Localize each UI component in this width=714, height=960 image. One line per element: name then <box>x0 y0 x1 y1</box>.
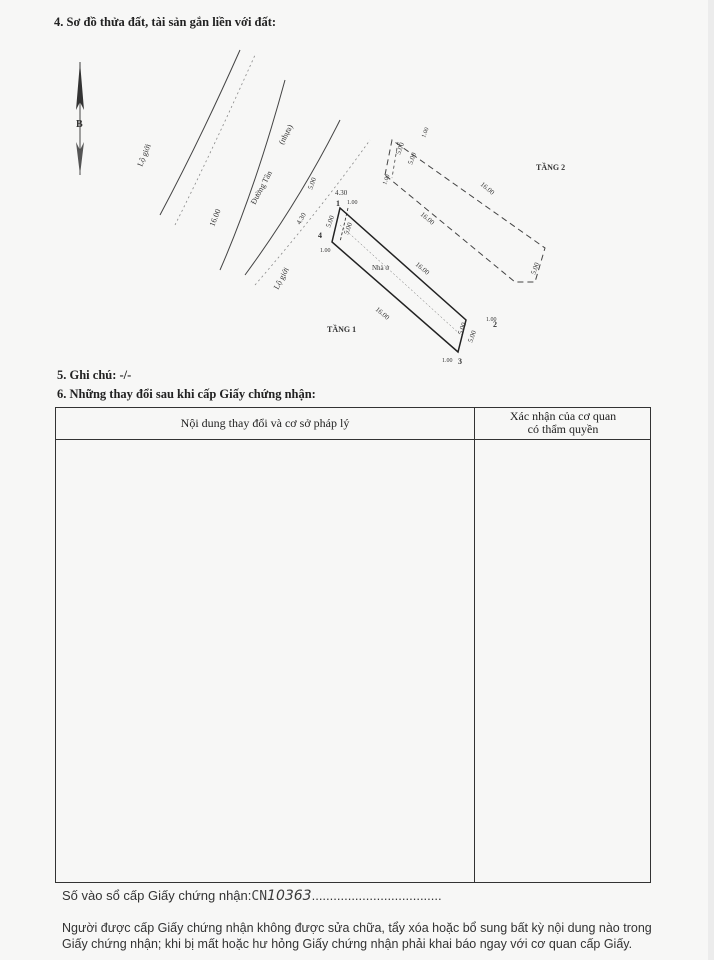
floor1-width-label: 5.00 <box>342 221 355 236</box>
section-4-title: 4. Sơ đồ thửa đất, tài sản gắn liền với đất: <box>54 15 277 29</box>
certificate-notice <box>62 920 682 952</box>
offset-label-b: 1.00 <box>486 317 497 323</box>
floor-2-plot <box>382 127 565 282</box>
floor1-width-label-end: 5.00 <box>466 329 479 344</box>
floor-1-label: TẦNG 1 <box>327 325 357 334</box>
setback-label-bottom: Lộ giới <box>271 265 291 291</box>
dim-500-road-label: 5.00 <box>306 176 319 191</box>
floor2-offset-b: 1.00 <box>421 126 431 139</box>
floor-1-plot <box>294 173 497 366</box>
road-edge-inner <box>220 80 285 270</box>
floor2-width-label-inner: 5.00 <box>406 151 419 166</box>
house-label: Nhà ở <box>372 264 390 272</box>
floor2-length-label-top: 16.00 <box>478 180 496 197</box>
section-6-title: 6. Những thay đổi sau khi cấp Giấy chứng nhận: <box>57 387 316 401</box>
road-name-label: Đường Tân <box>248 169 274 206</box>
floor1-length-label: 16.00 <box>373 305 391 322</box>
corner-3-label: 3 <box>458 357 462 366</box>
dim-430-label-top: 4.30 <box>335 189 348 197</box>
registry-dots: .................................... <box>311 888 442 903</box>
offset-label-a: 1.00 <box>320 248 331 254</box>
setback-line-left <box>175 55 255 225</box>
authority-confirmation-header <box>474 410 652 436</box>
changes-content-header: Nội dung thay đổi và cơ sở pháp lý <box>180 416 350 430</box>
registry-prefix: CN <box>251 889 268 904</box>
north-letter: B <box>76 119 83 130</box>
floor2-width-label: 5.00 <box>394 141 407 156</box>
registry-label: Số vào sổ cấp Giấy chứng nhận: <box>62 888 252 903</box>
column-divider <box>474 408 475 882</box>
floor2-width-label-end: 5.00 <box>529 261 542 276</box>
floor1-width-label-end-inner: 5.00 <box>456 321 469 336</box>
notice-line-1: Người được cấp Giấy chứng nhận không được sửa chữa, tẩy xóa hoặc bổ sung bất kỳ nội dung nào trong <box>62 921 652 935</box>
setback-label-top: Lộ giới <box>135 142 153 168</box>
authority-header-line2: có thẩm quyền <box>527 422 599 436</box>
corner-2-label: 2 <box>493 320 497 329</box>
header-divider <box>56 439 650 440</box>
offset-label-c: 1.00 <box>442 358 453 364</box>
floor2-offset-a: 1.00 <box>382 173 392 186</box>
authority-header-line1: Xác nhận của cơ quan <box>509 409 617 423</box>
floor1-width-label-outer: 5.00 <box>324 214 337 229</box>
notice-line-2: Giấy chứng nhận; khi bị mất hoặc hư hỏng Giấy chứng nhận phải khai báo ngay với cơ quan cấp Giấy. <box>62 937 633 951</box>
setback-line-right <box>255 140 370 285</box>
changes-table <box>55 407 651 883</box>
floor1-length-label-top: 16.00 <box>413 260 431 277</box>
dim-430-label: 4.30 <box>294 211 308 226</box>
road-surface-label: (nhựa) <box>276 122 295 146</box>
scan-edge <box>708 0 714 960</box>
section-5-title: 5. Ghi chú: -/- <box>57 368 132 382</box>
registry-line <box>62 888 442 904</box>
corner-4-label: 4 <box>318 231 322 240</box>
floor2-length-label: 16.00 <box>418 210 436 227</box>
road-width-label: 16.00 <box>207 207 223 228</box>
land-plot-diagram <box>0 30 714 370</box>
corner-1-label: 1 <box>336 199 340 208</box>
north-arrow-icon <box>76 62 84 175</box>
road-edge-outer <box>160 50 240 215</box>
registry-number: 10363 <box>267 888 312 904</box>
offset-label-d: 1.00 <box>347 200 358 206</box>
floor-2-label: TẦNG 2 <box>536 163 566 172</box>
